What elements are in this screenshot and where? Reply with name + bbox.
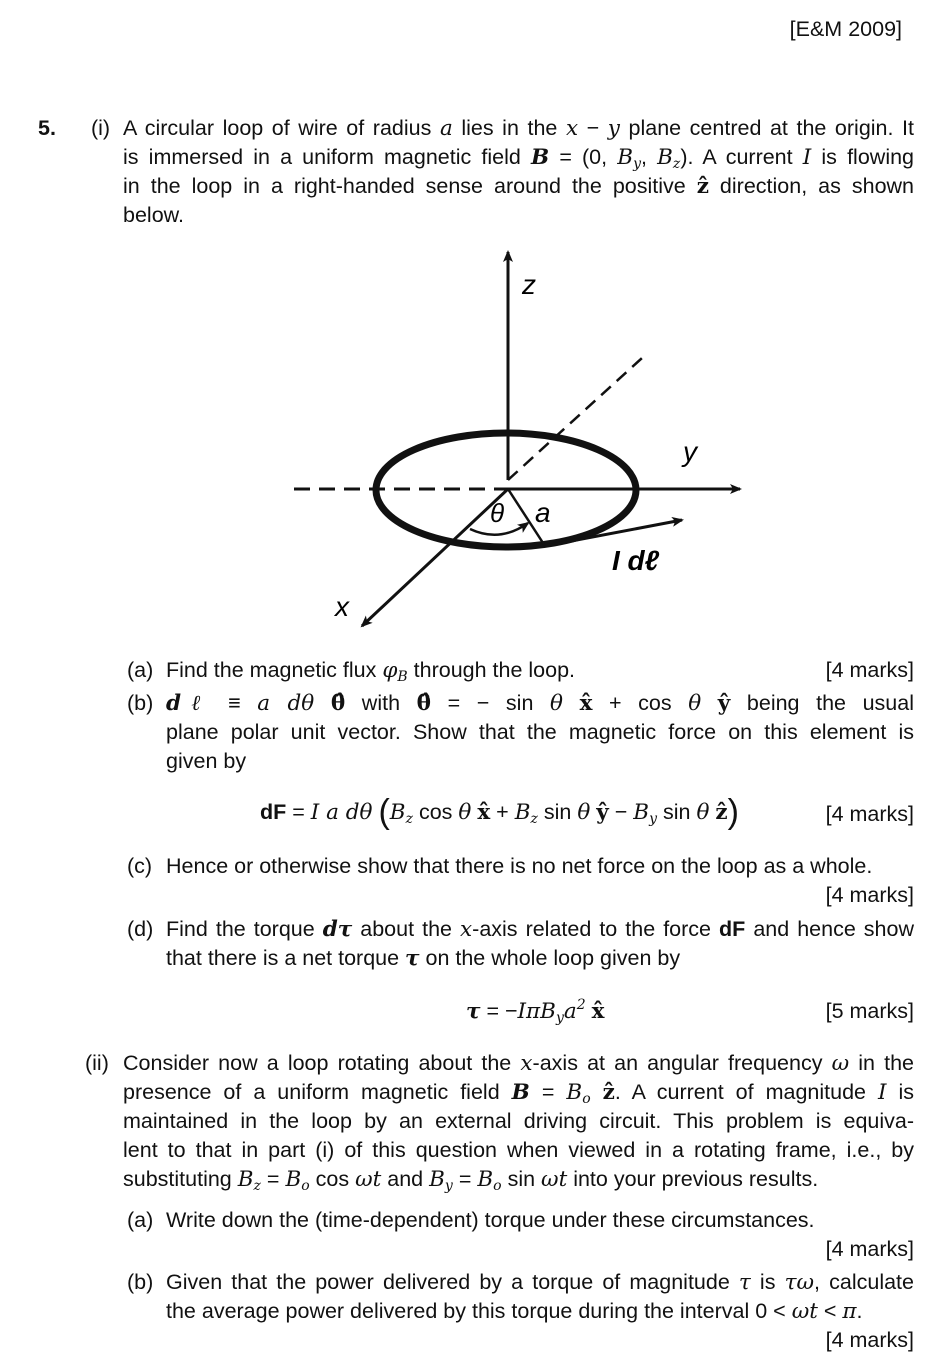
current-element-label: I dℓ bbox=[612, 545, 660, 576]
part-ii-a-marks: [4 marks] bbox=[825, 1237, 914, 1261]
part-i-d-equation: $\tau = -I\pi B_ya^2$ x̂ bbox=[466, 997, 605, 1026]
part-ii-b-label: (b) bbox=[127, 1270, 154, 1294]
part-i-d-line2: that there is a net torque τ on the whole loop given by bbox=[166, 946, 681, 971]
part-i-a-marks: [4 marks] bbox=[825, 658, 914, 682]
x-axis-label: x bbox=[335, 591, 349, 622]
theta-label: θ bbox=[490, 498, 505, 528]
part-ii-a-label: (a) bbox=[127, 1208, 154, 1232]
part-ii-intro-line3: maintained in the loop by an external driving circuit. This problem is equiva- bbox=[123, 1109, 914, 1133]
part-ii-b-line1: Given that the power delivered by a torque of magnitude τ is τω, calculate bbox=[166, 1270, 914, 1295]
part-i-intro-line3: in the loop in a right-handed sense around the positive ẑ direction, as shown bbox=[123, 174, 915, 199]
exam-tag: [E&M 2009] bbox=[789, 17, 902, 41]
part-ii-intro-line4: lent to that in part (i) of this question when viewed in a rotating frame, i.e., by bbox=[123, 1138, 914, 1162]
part-i-b-line1: dℓ ≡ a dθ θ̂ with θ̂ = − sin θ x̂ + cos θ ŷ being the usual bbox=[166, 691, 914, 716]
part-i-c-marks: [4 marks] bbox=[825, 883, 914, 907]
part-i-d-label: (d) bbox=[127, 917, 154, 941]
part-i-label: (i) bbox=[91, 116, 111, 140]
part-i-intro-line1: A circular loop of wire of radius a lies in the x − y plane centred at the origin. It bbox=[123, 116, 915, 141]
part-i-b-marks: [4 marks] bbox=[825, 802, 914, 826]
part-ii-intro-line5: substituting $B_z = B_o$ cos ωt and $B_y = B_o$ sin ωt into your previous results. bbox=[123, 1167, 819, 1194]
loop-diagram bbox=[280, 240, 760, 640]
part-i-d-line1: Find the torque dτ about the x-axis related to the force dF and hence show bbox=[166, 917, 914, 942]
z-axis-label: z bbox=[522, 269, 536, 300]
part-i-intro-line2: is immersed in a uniform magnetic field B = (0, $B_y$, $B_z$). A current I is flowing bbox=[123, 145, 915, 172]
part-ii-b-line2: the average power delivered by this torque during the interval 0 < ωt < π. bbox=[166, 1299, 863, 1324]
part-i-b-line3: given by bbox=[166, 749, 247, 773]
part-i-c-label: (c) bbox=[127, 854, 153, 878]
part-i-b-equation: dF = I a dθ ($B_z$ cos θ x̂ + $B_z$ sin θ ŷ − $B_y$ sin θ ẑ) bbox=[260, 793, 739, 831]
part-i-intro-line4: below. bbox=[123, 203, 184, 227]
radius-label: a bbox=[535, 497, 551, 528]
part-i-b-label: (b) bbox=[127, 691, 154, 715]
y-axis-label: y bbox=[683, 436, 697, 467]
part-i-d-marks: [5 marks] bbox=[825, 999, 914, 1023]
part-ii-b-marks: [4 marks] bbox=[825, 1328, 914, 1352]
part-i-b-line2: plane polar unit vector. Show that the magnetic force on this element is bbox=[166, 720, 914, 744]
part-ii-a-text: Write down the (time-dependent) torque under these circumstances. bbox=[166, 1208, 815, 1232]
part-i-c-text: Hence or otherwise show that there is no net force on the loop as a whole. bbox=[166, 854, 873, 878]
question-number: 5. bbox=[38, 116, 56, 140]
part-ii-intro-line1: Consider now a loop rotating about the x-axis at an angular frequency ω in the bbox=[123, 1051, 915, 1076]
part-i-a-label: (a) bbox=[127, 658, 154, 682]
part-ii-label: (ii) bbox=[85, 1051, 109, 1075]
part-i-a-text: Find the magnetic flux $\varphi_B$ through the loop. bbox=[166, 658, 576, 685]
part-ii-intro-line2: presence of a uniform magnetic field $B = B_o$ ẑ. A current of magnitude I is bbox=[123, 1080, 914, 1107]
